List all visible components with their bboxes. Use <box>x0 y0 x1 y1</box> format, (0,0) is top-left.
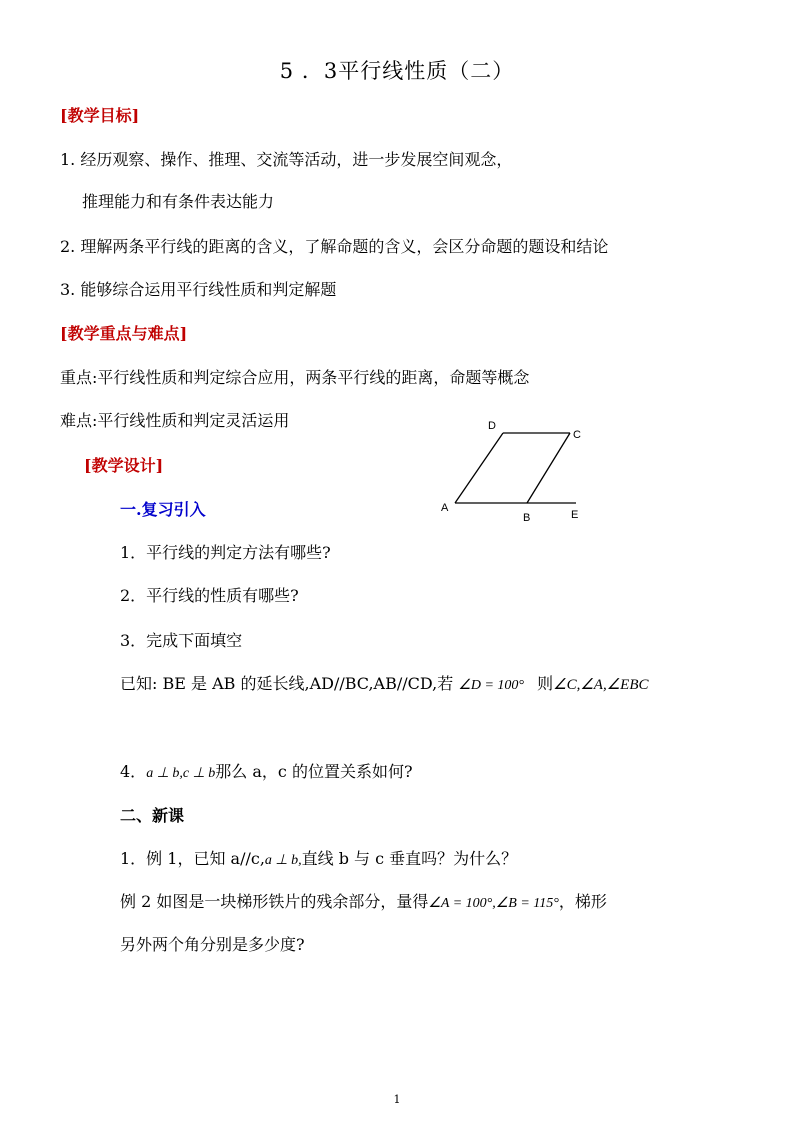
q4-math: a ⊥ b,c ⊥ b <box>146 766 216 781</box>
section-heading-design: [教学设计] <box>84 456 164 475</box>
review-question-4 <box>120 759 413 782</box>
review-question-2: 2．平行线的性质有哪些? <box>120 586 299 605</box>
label-e: E <box>571 509 579 521</box>
review-heading: 一.复习引入 <box>120 500 206 519</box>
example-2-line-1 <box>120 889 607 912</box>
ex1-suffix: 直线 b 与 c 垂直吗？为什么？ <box>301 849 518 868</box>
review-question-1: 1．平行线的判定方法有哪些? <box>120 543 331 562</box>
example-2-line-2: 另外两个角分别是多少度? <box>120 935 305 954</box>
q4-suffix: 那么 a，c 的位置关系如何? <box>215 762 413 781</box>
given-text: 已知: BE 是 AB 的延长线,AD//BC,AB//CD,若 <box>120 674 454 693</box>
label-d: D <box>488 420 496 432</box>
goal-1-line-2: 推理能力和有条件表达能力 <box>82 192 275 211</box>
page-title: 5 ．3平行线性质（二） <box>279 59 515 83</box>
q4-prefix: 4． <box>120 762 147 781</box>
key-point-text: 重点:平行线性质和判定综合应用，两条平行线的距离，命题等概念 <box>60 368 530 387</box>
given-statement <box>120 671 649 694</box>
goal-2: 2. 理解两条平行线的距离的含义，了解命题的含义，会区分命题的题设和结论 <box>60 237 609 256</box>
ex1-math: a ⊥ b, <box>264 853 302 868</box>
given-then: 则 <box>537 674 554 693</box>
line-c-b <box>527 433 570 503</box>
page-number: 1 <box>393 1093 401 1106</box>
difficulty-text: 难点:平行线性质和判定灵活运用 <box>60 411 290 430</box>
given-angle-d: ∠D = 100° <box>458 678 525 693</box>
ex2-math: ∠A = 100°,∠B = 115° <box>428 896 559 911</box>
new-lesson-heading: 二、新课 <box>120 806 185 825</box>
ex2-suffix: ，梯形 <box>558 892 607 911</box>
ex2-prefix: 例 2 如图是一块梯形铁片的残余部分，量得 <box>120 892 429 911</box>
section-heading-key-points: [教学重点与难点] <box>60 324 188 343</box>
label-c: C <box>573 429 581 441</box>
label-b: B <box>523 512 531 524</box>
goal-1-line-1: 1. 经历观察、操作、推理、交流等活动，进一步发展空间观念， <box>60 150 513 169</box>
label-a: A <box>441 502 449 514</box>
review-question-3: 3．完成下面填空 <box>120 631 243 650</box>
example-1 <box>120 846 517 869</box>
given-angles-asked: ∠C,∠A,∠EBC <box>553 677 649 693</box>
parallelogram-figure <box>435 415 595 527</box>
section-heading-goals: [教学目标] <box>60 106 140 125</box>
goal-3: 3. 能够综合运用平行线性质和判定解题 <box>60 280 337 299</box>
ex1-prefix: 1．例 1，已知 a//c, <box>120 849 265 868</box>
line-a-d <box>455 433 503 503</box>
